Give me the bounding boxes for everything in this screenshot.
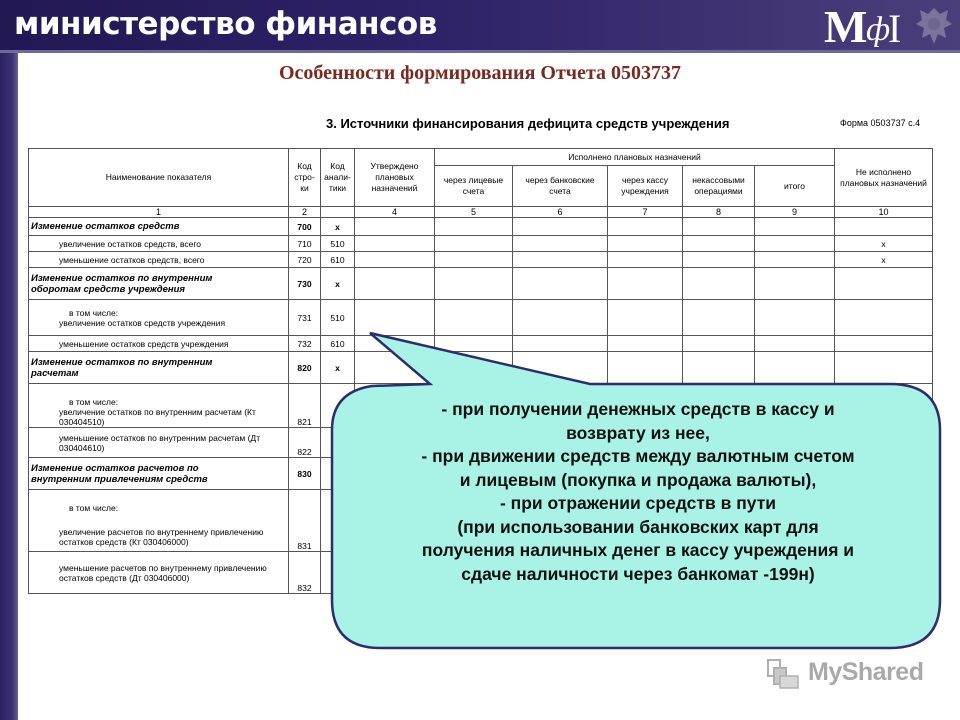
row-code: 830	[289, 458, 321, 490]
svg-text:I: I	[888, 6, 902, 48]
row-name: Изменение остатков по внутренним расчетам	[29, 352, 289, 384]
row-code: 820	[289, 352, 321, 384]
row-name: в том числе: увеличение остатков по внутренним расчетам (Кт 030404510)	[29, 384, 289, 428]
callout-line: и лицевым (покупка и продажа валюты),	[459, 469, 817, 490]
row-code: 720	[289, 252, 321, 268]
header-via-cash: через кассу учреждения	[608, 166, 683, 207]
row-analytics: 510	[321, 300, 355, 336]
row-code: 822	[289, 428, 321, 458]
header-via-bank: через банковские счета	[513, 166, 608, 207]
header-not-executed: Не исполнено плановых назначений	[835, 149, 933, 207]
row-name: уменьшение остатков средств, всего	[29, 252, 289, 268]
row-name: в том числе: увеличение остатков средств учреждения	[29, 300, 289, 336]
header-analytics-code: Код анали-тики	[321, 149, 355, 207]
slide-title: Особенности формирования Отчета 0503737	[278, 62, 682, 84]
svg-text:ф: ф	[866, 11, 891, 48]
row-code: 731	[289, 300, 321, 336]
row-analytics: 610	[321, 336, 355, 352]
row-name: уменьшение расчетов по внутреннему привлечению остатков средств (Дт 030406000)	[29, 552, 289, 594]
callout-text	[344, 398, 932, 586]
row-name: уменьшение остатков по внутренним расчетам (Дт 030404610)	[29, 428, 289, 458]
callout-line: сдаче наличности через банкомат -199н)	[461, 563, 815, 584]
row-code: 730	[289, 268, 321, 300]
col-number: 7	[608, 207, 683, 218]
form-code: Форма 0503737 с.4	[840, 118, 921, 128]
col-number: 8	[683, 207, 755, 218]
header-executed: Исполнено плановых назначений	[435, 149, 835, 166]
row-analytics: x	[321, 268, 355, 300]
header-approved: Утверждено плановых назначений	[355, 149, 435, 207]
callout-line: возврату из нее,	[566, 422, 710, 443]
col-number: 9	[755, 207, 835, 218]
row-code: 832	[289, 552, 321, 594]
col-number: 1	[29, 207, 289, 218]
row-name: в том числе: увеличение расчетов по внутреннему привлечению остатков средств (Кт 030406000)	[29, 490, 289, 552]
header-name: Наименование показателя	[29, 149, 289, 207]
header-line-code: Код стро-ки	[289, 149, 321, 207]
callout-line: - при отражении средств в пути	[499, 493, 777, 513]
row-name: Изменение остатков средств	[29, 218, 289, 236]
row-code: 700	[289, 218, 321, 236]
callout-line: - при движении средств между валютным счетом	[421, 446, 855, 466]
col-number: 10	[835, 207, 933, 218]
row-code: 732	[289, 336, 321, 352]
row-analytics: 610	[321, 252, 355, 268]
row-name: Изменение остатков расчетов по внутренним привлечениям средств	[29, 458, 289, 490]
row-name: уменьшение остатков средств учреждения	[29, 336, 289, 352]
header-total: итого	[755, 166, 835, 207]
row-analytics: 510	[321, 236, 355, 252]
col-number: 2	[289, 207, 321, 218]
row-analytics: x	[321, 352, 355, 384]
row-not-executed: x	[835, 252, 933, 268]
header-non-cash: некассовыми операциями	[683, 166, 755, 207]
row-code: 821	[289, 384, 321, 428]
svg-text:М: М	[824, 2, 868, 48]
header-via-accounts: через лицевые счета	[435, 166, 513, 207]
row-not-executed: x	[835, 236, 933, 252]
col-number: 4	[355, 207, 435, 218]
row-name: Изменение остатков по внутренним оборотам средств учреждения	[29, 268, 289, 300]
row-code: 710	[289, 236, 321, 252]
row-analytics: x	[321, 218, 355, 236]
callout-line: получения наличных денег в кассу учреждения и	[421, 540, 855, 560]
col-number: 5	[435, 207, 513, 218]
callout-line: (при использовании банковских карт для	[457, 516, 819, 537]
ministry-title: министерство финансов	[14, 6, 437, 42]
col-number: 6	[513, 207, 608, 218]
callout-line: - при получении денежных средств в кассу и	[441, 399, 835, 419]
row-name: увеличение остатков средств, всего	[29, 236, 289, 252]
watermark-text: MyShared	[808, 658, 924, 686]
form-section-title: 3. Источники финансирования дефицита средств учреждения	[326, 116, 730, 131]
row-code: 831	[289, 490, 321, 552]
